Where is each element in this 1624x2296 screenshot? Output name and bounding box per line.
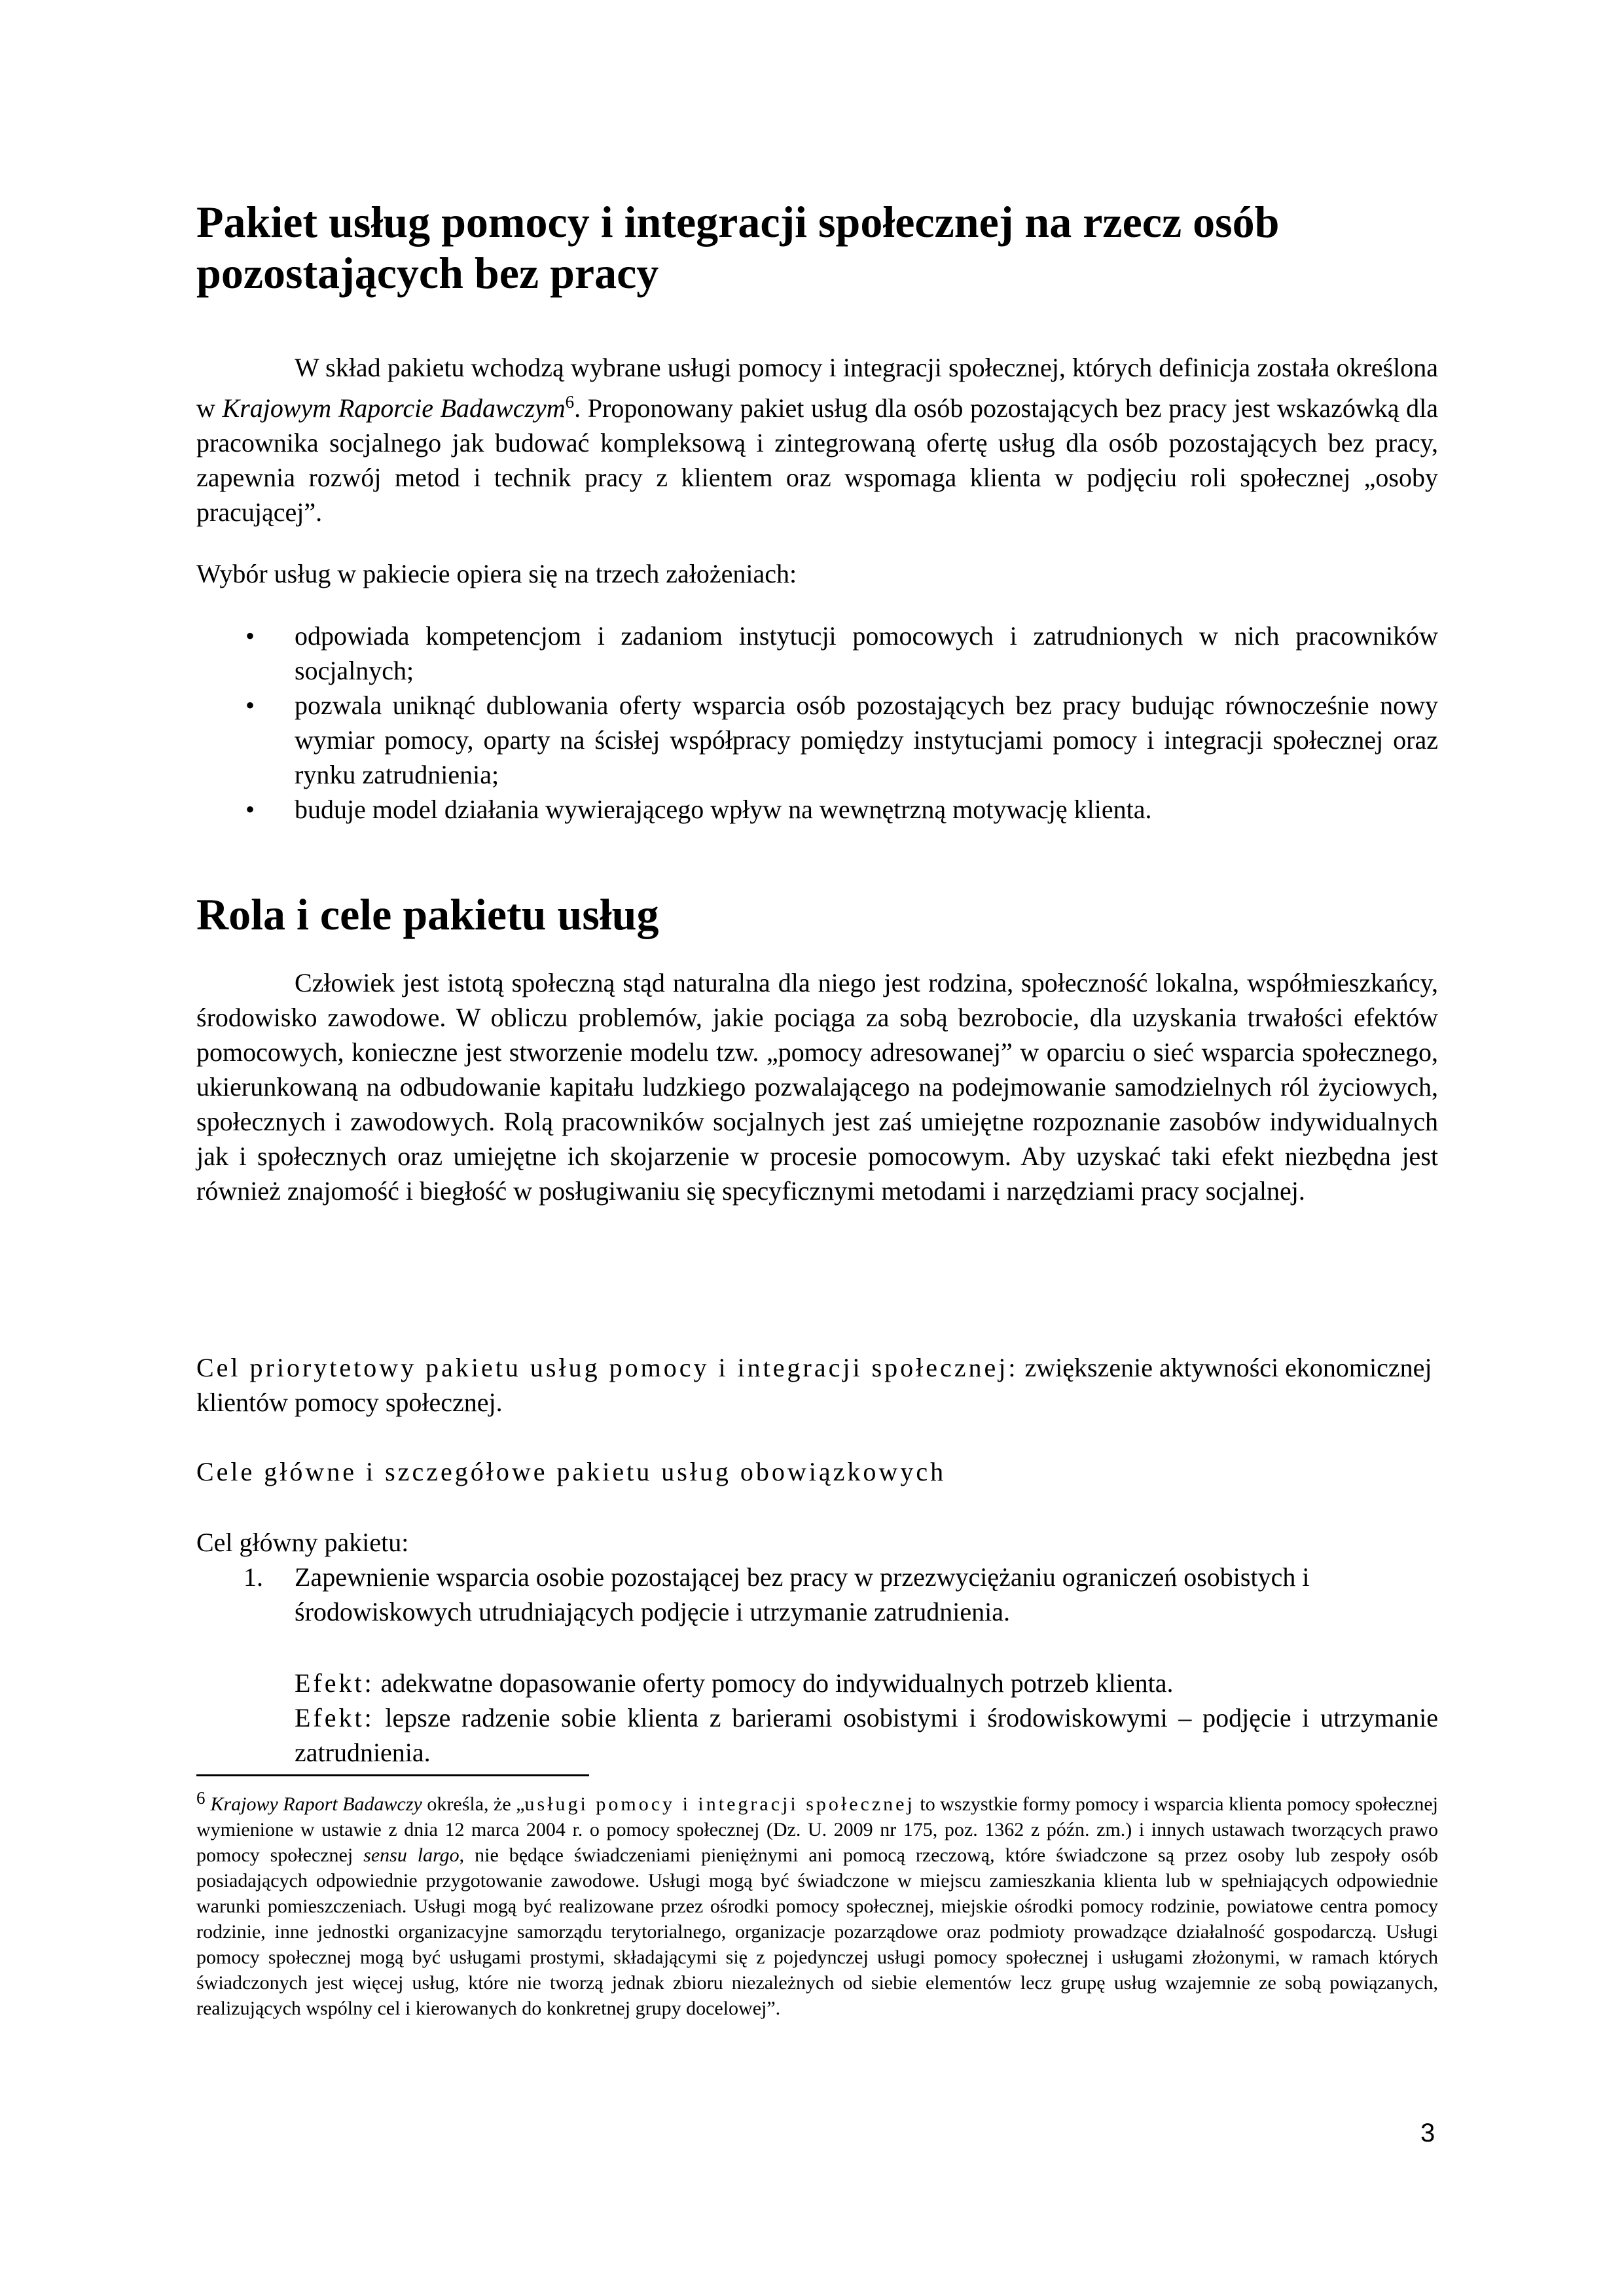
intro-paragraph	[196, 350, 1438, 529]
intro-text-b: . Proponowany pakiet usług dla osób pozostających bez pracy jest wskazówką dla pracownika socjalnego jak budować kompleksową i zintegrowaną ofertę usług dla osób pozostających bez pracy, zapewnia rozwój metod i technik pracy z klientem oraz wspomaga klienta w podjęciu roli społecznej „osoby pracującej”.	[196, 393, 1438, 527]
role-paragraph	[196, 965, 1438, 1208]
main-goal-label: Cel główny pakietu:	[196, 1528, 409, 1557]
list-item	[196, 792, 1438, 827]
list-item-number: 1.	[244, 1562, 263, 1592]
effects-block	[295, 1666, 1438, 1770]
effect-label: Efekt:	[295, 1703, 374, 1732]
intro-italic-report: Krajowym Raporcie Badawczym	[222, 393, 566, 423]
footnote-text-c: , nie będące świadczeniami pieniężnymi ani pomocą rzeczową, które świadczone są przez osoby lub zespoły osób posiadających odpowiednie przygotowanie zawodowe. Usługi mogą być świadczone w miejscu zamieszkania klienta lub w spełniających odpowiednie warunki pomieszczeniach. Usługi mogą być realizowane przez ośrodki pomocy społecznej, miejskie ośrodki pomocy rodzinie, powiatowe centra pomocy rodzinie, inne jednostki organizacyjne samorządu terytorialnego, organizacje pozarządowe oraz podmioty prowadzące działalność gospodarczą. Usługi pomocy społecznej mogą być usługami prostymi, składającymi się z pojedynczej usługi pomocy społecznej i usługami złożonymi, w ramach których świadczonych jest więcej usług, które nie tworzą jednak zbioru niezależnych od siebie elementów lecz grupę usług wzajemnie ze sobą powiązanych, realizujących wspólny cel i kierowanych do konkretnej grupy docelowej”.	[196, 1844, 1438, 2019]
assumptions-list	[196, 619, 1438, 827]
footnote-text-a: określa, że „	[422, 1793, 525, 1815]
footnote-divider	[196, 1774, 589, 1776]
list-item-text: buduje model działania wywierającego wpływ na wewnętrzną motywację klienta.	[295, 795, 1152, 824]
intro-text-a: W skład pakietu wchodzą wybrane usługi pomocy i integracji społecznej, których definicja została określona w	[196, 353, 1438, 423]
effect-text: lepsze radzenie sobie klienta z barierami osobistymi i środowiskowymi – podjęcie i utrzymanie zatrudnienia.	[295, 1703, 1438, 1767]
section-heading-package: Pakiet usług pomocy i integracji społecznej na rzecz osób pozostających bez pracy	[196, 197, 1280, 298]
footnote-italic-report: Krajowy Raport Badawczy	[210, 1793, 422, 1815]
bullet-icon: •	[245, 691, 255, 720]
priority-goal-paragraph	[196, 1350, 1438, 1420]
footnote-number: 6	[196, 1788, 206, 1808]
list-item	[196, 688, 1438, 792]
footnote-reference[interactable]: 6	[565, 392, 575, 412]
footnote-italic-term: sensu largo	[363, 1844, 460, 1866]
footnote-spaced-term: usługi pomocy i integracji społecznej	[524, 1793, 915, 1815]
list-item	[196, 1560, 1438, 1629]
footnote-text-b: to wszystkie formy pomocy i wsparcia klienta pomocy społecznej wymienione w ustawie z dnia 12 marca 2004 r. o pomocy społecznej (Dz. U. 2009 nr 175, poz. 1362 z późn. zm.) i innych ustawach tworzących prawo pomocy społecznej	[196, 1793, 1439, 1866]
section-heading-role: Rola i cele pakietu usług	[196, 889, 659, 939]
list-item	[196, 619, 1438, 688]
priority-goal-text: zwiększenie aktywności ekonomicznej klientów pomocy społecznej.	[196, 1353, 1432, 1417]
role-text: Człowiek jest istotą społeczną stąd naturalna dla niego jest rodzina, społeczność lokalna, współmieszkańcy, środowisko zawodowe. W obliczu problemów, jakie pociąga za sobą bezrobocie, dla uzyskania trwałości efektów pomocowych, konieczne jest stworzenie modelu tzw. „pomocy adresowanej” w oparciu o sieć wsparcia społecznego, ukierunkowaną na odbudowanie kapitału ludzkiego pozwalającego na podejmowanie samodzielnych ról życiowych, społecznych i zawodowych. Rolą pracowników socjalnych jest zaś umiejętne rozpoznanie zasobów indywidualnych jak i społecznych oraz umiejętne ich skojarzenie w procesie pomocowym. Aby uzyskać taki efekt niezbędna jest również znajomość i biegłość w posługiwaniu się specyficznymi metodami i narzędziami pracy socjalnej.	[196, 968, 1438, 1206]
effect-text: adekwatne dopasowanie oferty pomocy do indywidualnych potrzeb klienta.	[374, 1668, 1174, 1698]
assumptions-intro: Wybór usług w pakiecie opiera się na trzech założeniach:	[196, 559, 797, 588]
list-item-text: Zapewnienie wsparcia osobie pozostającej bez pracy w przezwyciężaniu ograniczeń osobistych i środowiskowych utrudniających podjęcie i utrzymanie zatrudnienia.	[295, 1562, 1310, 1626]
page-number: 3	[1420, 2119, 1435, 2147]
bullet-icon: •	[245, 621, 255, 651]
bullet-icon: •	[245, 795, 255, 824]
effect-line	[295, 1666, 1438, 1700]
main-goals-list	[196, 1560, 1438, 1629]
effect-label: Efekt:	[295, 1668, 374, 1698]
goals-subheading: Cele główne i szczegółowe pakietu usług obowiązkowych	[196, 1457, 947, 1486]
list-item-text: pozwala uniknąć dublowania oferty wsparcia osób pozostających bez pracy budując równocześnie nowy wymiar pomocy, oparty na ścisłej współpracy pomiędzy instytucjami pomocy i integracji społecznej oraz rynku zatrudnienia;	[295, 691, 1438, 789]
list-item-text: odpowiada kompetencjom i zadaniom instytucji pomocowych i zatrudnionych w nich pracowników socjalnych;	[295, 621, 1438, 685]
effect-line	[295, 1700, 1438, 1770]
footnote	[196, 1785, 1438, 2021]
priority-goal-label: Cel priorytetowy pakietu usług pomocy i integracji społecznej:	[196, 1353, 1019, 1382]
